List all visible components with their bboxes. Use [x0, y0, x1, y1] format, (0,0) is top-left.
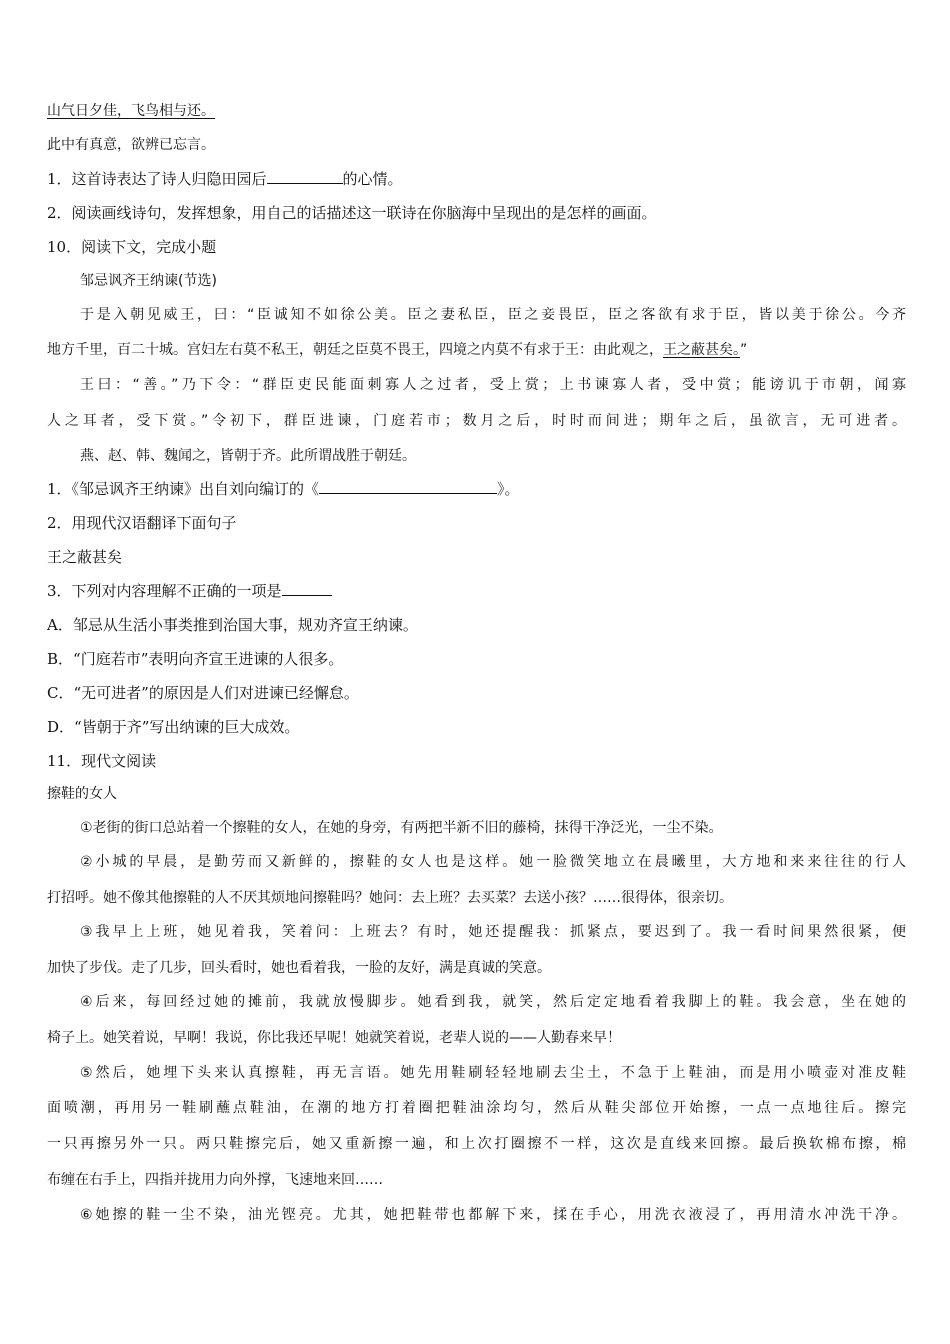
q9-sub1-text: 1．这首诗表达了诗人归隐田园后 — [47, 170, 267, 188]
q11-paragraph-line: 加快了步伐。走了几步，回头看时，她也看着我，一脸的友好，满是真诚的笑意。 — [47, 960, 551, 976]
answer-blank — [267, 169, 343, 184]
q11-paragraph-line: ⑤然后，她埋下头来认真擦鞋，再无言语。她先用鞋刷轻轻地刷去尘土，不急于上鞋油，而是用小喷壶对准皮鞋 — [80, 1065, 906, 1081]
q11-paragraph-line: 布缠在右手上，四指并拢用力向外撑，飞速地来回…… — [47, 1172, 383, 1188]
q11-paragraph-line: 椅子上。她笑着说，早啊！我说，你比我还早呢！她就笑着说，老辈人说的——人勤春来早！ — [47, 1030, 621, 1046]
answer-blank — [319, 479, 497, 494]
option-d: D．“皆朝于齐”写出纳谏的巨大成效。 — [47, 718, 300, 736]
q11-paragraph-line: ②小城的早晨，是勤劳而又新鲜的，擦鞋的女人也是这样。她一脸微笑地立在晨曦里，大方地和来来往往的行人 — [80, 854, 906, 870]
q10-passage-line: 燕、赵、韩、魏闻之，皆朝于齐。此所谓战胜于朝廷。 — [80, 448, 416, 464]
q11-text-title: 擦鞋的女人 — [47, 786, 117, 802]
q10-heading: 10．阅读下文，完成小题 — [47, 238, 217, 256]
q10-sub2: 2．用现代汉语翻译下面句子 — [47, 514, 237, 532]
q10-passage-line: 王曰：“善。”乃下令：“群臣吏民能面刺寡人之过者，受上赏；上书谏寡人者，受中赏；能谤讥于市朝，闻寡 — [80, 377, 906, 393]
q11-paragraph-line: ①老街的街口总站着一个擦鞋的女人，在她的身旁，有两把半新不旧的藤椅，抹得干净泛光，一尘不染。 — [80, 820, 723, 836]
q11-paragraph-line: 面喷潮，再用另一鞋刷蘸点鞋油，在潮的地方打着圈把鞋油涂均匀，然后从鞋尖部位开始擦，一点一点地往后。擦完 — [47, 1100, 906, 1116]
q10-passage-line — [47, 340, 906, 360]
q11-heading: 11．现代文阅读 — [47, 752, 157, 770]
q10-sub1-text-end: 》。 — [497, 480, 520, 498]
q11-paragraph-line: ④后来，每回经过她的摊前，我就放慢脚步。她看到我，就笑，然后定定地看着我脚上的鞋。我会意，坐在她的 — [80, 994, 906, 1010]
q11-paragraph-line: ③我早上上班，她见着我，笑着问：上班去？有时，她还提醒我：抓紧点，要迟到了。我一看时间果然很紧，便 — [80, 924, 906, 940]
q10-sub3-text: 3．下列对内容理解不正确的一项是 — [47, 582, 282, 600]
q9-sub2: 2．阅读画线诗句，发挥想象，用自己的话描述这一联诗在你脑海中呈现出的是怎样的画面。 — [47, 204, 657, 222]
poem-line: 此中有真意，欲辨已忘言。 — [47, 137, 215, 153]
option-c: C．“无可进者”的原因是人们对进谏已经懈怠。 — [47, 684, 359, 702]
q9-sub1 — [47, 169, 906, 189]
poem-line-underlined: 山气日夕佳，飞鸟相与还。 — [47, 103, 215, 119]
q10-passage-line: 于是入朝见威王，曰：“臣诚知不如徐公美。臣之妻私臣，臣之妾畏臣，臣之客欲有求于臣，皆以美于徐公。今齐 — [80, 307, 906, 323]
q10-passage-line: 人之耳者，受下赏。”令初下，群臣进谏，门庭若市；数月之后，时时而间进；期年之后，虽欲言，无可进者。 — [47, 413, 906, 429]
q10-text-title: 邹忌讽齐王纳谏(节选) — [80, 273, 217, 289]
q10-sub1 — [47, 479, 906, 499]
option-a: A．邹忌从生活小事类推到治国大事，规劝齐宣王纳谏。 — [47, 616, 418, 634]
q10-sub2-sentence: 王之蔽甚矣 — [47, 548, 123, 566]
q9-sub1-text-end: 的心情。 — [342, 170, 403, 188]
q11-paragraph-line: ⑥她擦的鞋一尘不染，油光铿亮。尤其，她把鞋带也都解下来，揉在手心，用洗衣液浸了，再用清水冲洗干净。 — [80, 1207, 906, 1223]
passage-text: ” — [740, 342, 748, 358]
passage-underlined-sentence: 王之蔽甚矣。 — [663, 342, 740, 358]
q11-paragraph-line: 一只再擦另外一只。两只鞋擦完后，她又重新擦一遍，和上次打圈擦不一样，这次是直线来回擦。最后换软棉布擦，棉 — [47, 1136, 906, 1152]
passage-text: 地方千里，百二十城。宫妇左右莫不私王，朝廷之臣莫不畏王，四境之内莫不有求于王：由此观之， — [47, 342, 663, 358]
answer-blank — [282, 581, 332, 596]
q10-sub3 — [47, 581, 906, 601]
q11-paragraph-line: 打招呼。她不像其他擦鞋的人不厌其烦地问擦鞋吗？她问：去上班？去买菜？去送小孩？……很得体，很亲切。 — [47, 890, 733, 906]
q10-sub1-text: 1．《邹忌讽齐王纳谏》出自刘向编订的《 — [47, 480, 320, 498]
option-b: B．“门庭若市”表明向齐宣王进谏的人很多。 — [47, 650, 344, 668]
